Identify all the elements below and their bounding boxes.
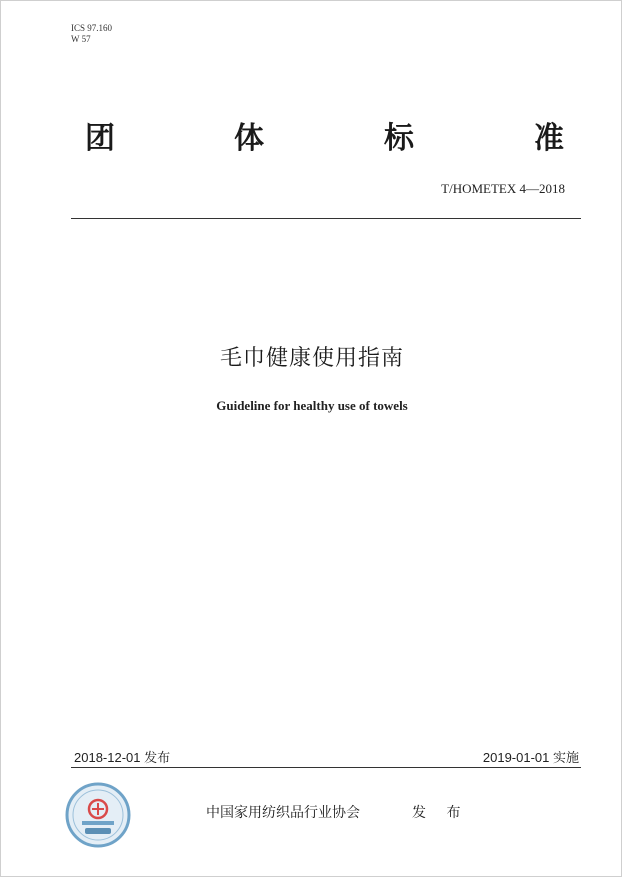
association-seal-icon xyxy=(65,782,131,848)
bottom-divider xyxy=(71,767,581,768)
standard-number: T/HOMETEX 4—2018 xyxy=(441,181,565,196)
title-english: Guideline for healthy use of towels xyxy=(216,398,408,413)
ics-code: ICS 97.160 xyxy=(71,23,113,33)
classification-codes xyxy=(71,23,112,45)
publish-date: 2018-12-01 发布 xyxy=(74,750,171,765)
standard-type-char-3: 标 xyxy=(384,121,414,156)
publisher-name: 中国家用纺织品行业协会 xyxy=(206,805,360,821)
ccs-code: W 57 xyxy=(71,34,91,44)
standard-type-char-1: 团 xyxy=(85,121,115,156)
standard-type-char-4: 准 xyxy=(534,121,564,156)
publish-label: 发 布 xyxy=(412,805,469,821)
implement-date: 2019-01-01 实施 xyxy=(482,750,579,765)
standard-type-char-2: 体 xyxy=(234,121,264,156)
top-divider xyxy=(71,218,581,219)
title-chinese: 毛巾健康使用指南 xyxy=(219,346,404,371)
